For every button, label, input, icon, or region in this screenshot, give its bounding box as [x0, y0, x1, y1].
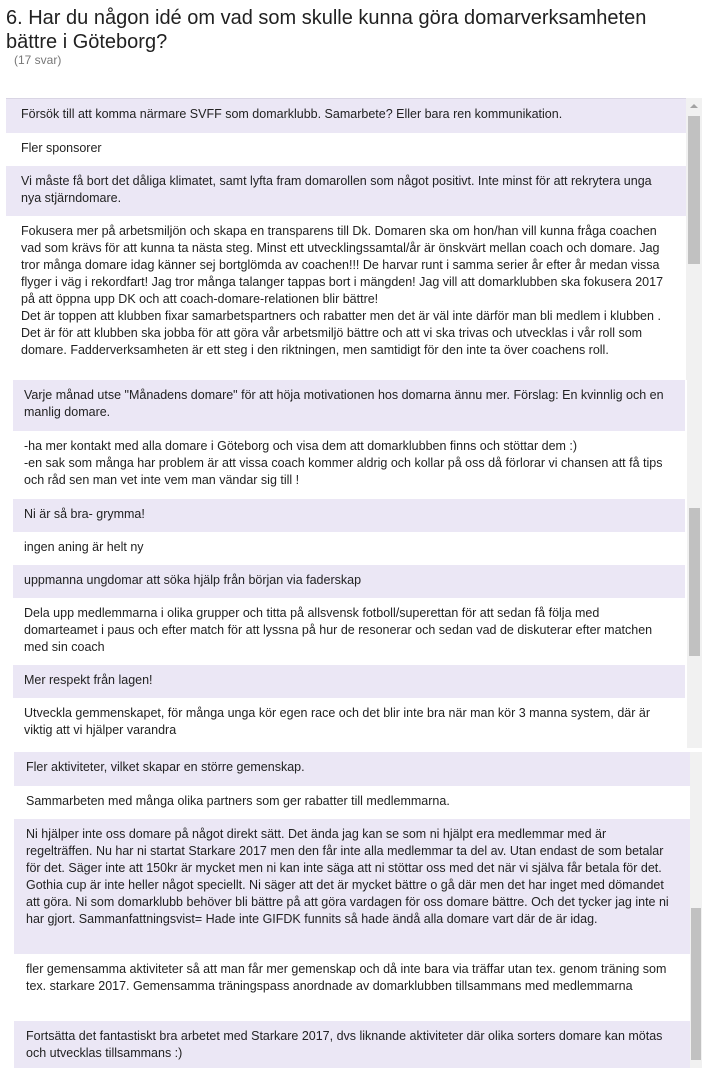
response-item: Vi måste få bort det dåliga klimatet, samt lyfta fram domarollen som något positivt. Inte minst för att rekrytera unga nya stjärndomare.	[6, 166, 686, 216]
response-item: Fler sponsorer	[6, 133, 686, 166]
response-item: Fokusera mer på arbetsmiljön och skapa en transparens till Dk. Domaren ska om hon/han vill kunna fråga coachen vad som krävs för att kunna ta nästa steg. Minst ett utvecklingssamtal/år är önskvärt mellan coach och domare. Jag tror många domare idag känner sej bortglömda av coachen!!! De harvar runt i samma serier år efter år medan vissa flyger i väg i rekordfart! Jag tror många talanger tappas bort i mängden! Jag vill att domarklubben ska fokusera 2017 på att öppna upp DK och att coach-domare-relationen blir bättre! Det är toppen att klubben fixar samarbetspartners och rabatter men det är väl inte därför man bli medlem i klubben . Det är för att klubben ska jobba för att göra vår arbetsmiljö bättre och att vi ska trivas och utvecklas i vår roll som domare. Fadderverksamheten är ett steg i den riktningen, men samtidigt för den inte ta över coachens roll.	[6, 216, 686, 381]
response-item: Ni är så bra- grymma!	[13, 499, 685, 532]
response-list-1[interactable]	[6, 98, 686, 381]
response-item: Mer respekt från lagen!	[13, 665, 685, 698]
response-item: Försök till att komma närmare SVFF som domarklubb. Samarbete? Eller bara ren kommunikation.	[6, 99, 686, 133]
response-count: (17 svar)	[14, 53, 62, 67]
response-item: Ni hjälper inte oss domare på något direkt sätt. Det ända jag kan se som ni hjälpt era medlemmar med är regelträffen. Nu har ni startat Starkare 2017 men den får inte alla medlemmar ta del av. Utan endast de som betalar för det. Säger inte att 150kr är mycket men ni kan inte säga att ni stöttar oss med det när vi själva får betala för det. Gothia cup är inte heller något speciellt. Ni säger att det är mycket bättre o gå där men det har inget med dömandet att göra. Ni som domarklubb behöver bli bättre på att göra vardagen för oss domare bättre. Och det tycker jag inte ni har gjort. Sammanfattningsvist= Hade inte GIFDK funnits så hade ändå alla domare vart där de är idag.	[14, 819, 690, 954]
question-title: 6. Har du någon idé om vad som skulle kunna göra domarverksamheten bättre i Göteborg?	[6, 7, 647, 53]
scrollbar-3[interactable]	[690, 752, 702, 1068]
scrollbar-thumb[interactable]	[691, 908, 701, 1060]
scrollbar-2[interactable]	[687, 380, 702, 748]
response-item: Sammarbeten med många olika partners som ger rabatter till medlemmarna.	[14, 786, 690, 819]
response-item: -ha mer kontakt med alla domare i Göteborg och visa dem att domarklubben finns och stöttar dem :) -en sak som många har problem är att vissa coach kommer aldrig och kollar på oss då förlorar vi chansen att få tips och råd sen man vet inte vem man vändar sig till !	[13, 431, 685, 499]
response-item: fler gemensamma aktiviteter så att man får mer gemenskap och då inte bara via träffar utan tex. genom träning som tex. starkare 2017. Gemensamma träningspass anordnade av domarklubben tillsammans med medlemmarna	[14, 954, 690, 1021]
response-item: Fler aktiviteter, vilket skapar en större gemenskap.	[14, 752, 690, 786]
response-list-2[interactable]	[13, 380, 685, 748]
response-item: Fortsätta det fantastiskt bra arbetet med Starkare 2017, dvs liknande aktiviteter där olika sorters domare kan mötas och utvecklas tillsammans :)	[14, 1021, 690, 1068]
response-item: ingen aning är helt ny	[13, 532, 685, 565]
response-item: uppmanna ungdomar att söka hjälp från början via faderskap	[13, 565, 685, 598]
scrollbar-1[interactable]	[686, 98, 702, 380]
response-list-3[interactable]	[14, 752, 690, 1068]
response-item: Utveckla gemmenskapet, för många unga kör egen race och det blir inte bra när man kör 3 manna system, där är viktig att vi hjälper varandra	[13, 698, 685, 748]
scrollbar-thumb[interactable]	[688, 116, 700, 264]
scrollbar-thumb[interactable]	[689, 508, 700, 656]
response-item: Varje månad utse "Månadens domare" för att höja motivationen hos domarna ännu mer. Förslag: En kvinnlig och en manlig domare.	[13, 380, 685, 431]
scroll-up-arrow-icon[interactable]	[690, 104, 698, 108]
response-item: Dela upp medlemmarna i olika grupper och titta på allsvensk fotboll/superettan för att sedan få följa med domarteamet i paus och efter match för att lyssna på hur de resonerar och sedan vad de diskuterar efter matchen med sin coach	[13, 598, 685, 665]
